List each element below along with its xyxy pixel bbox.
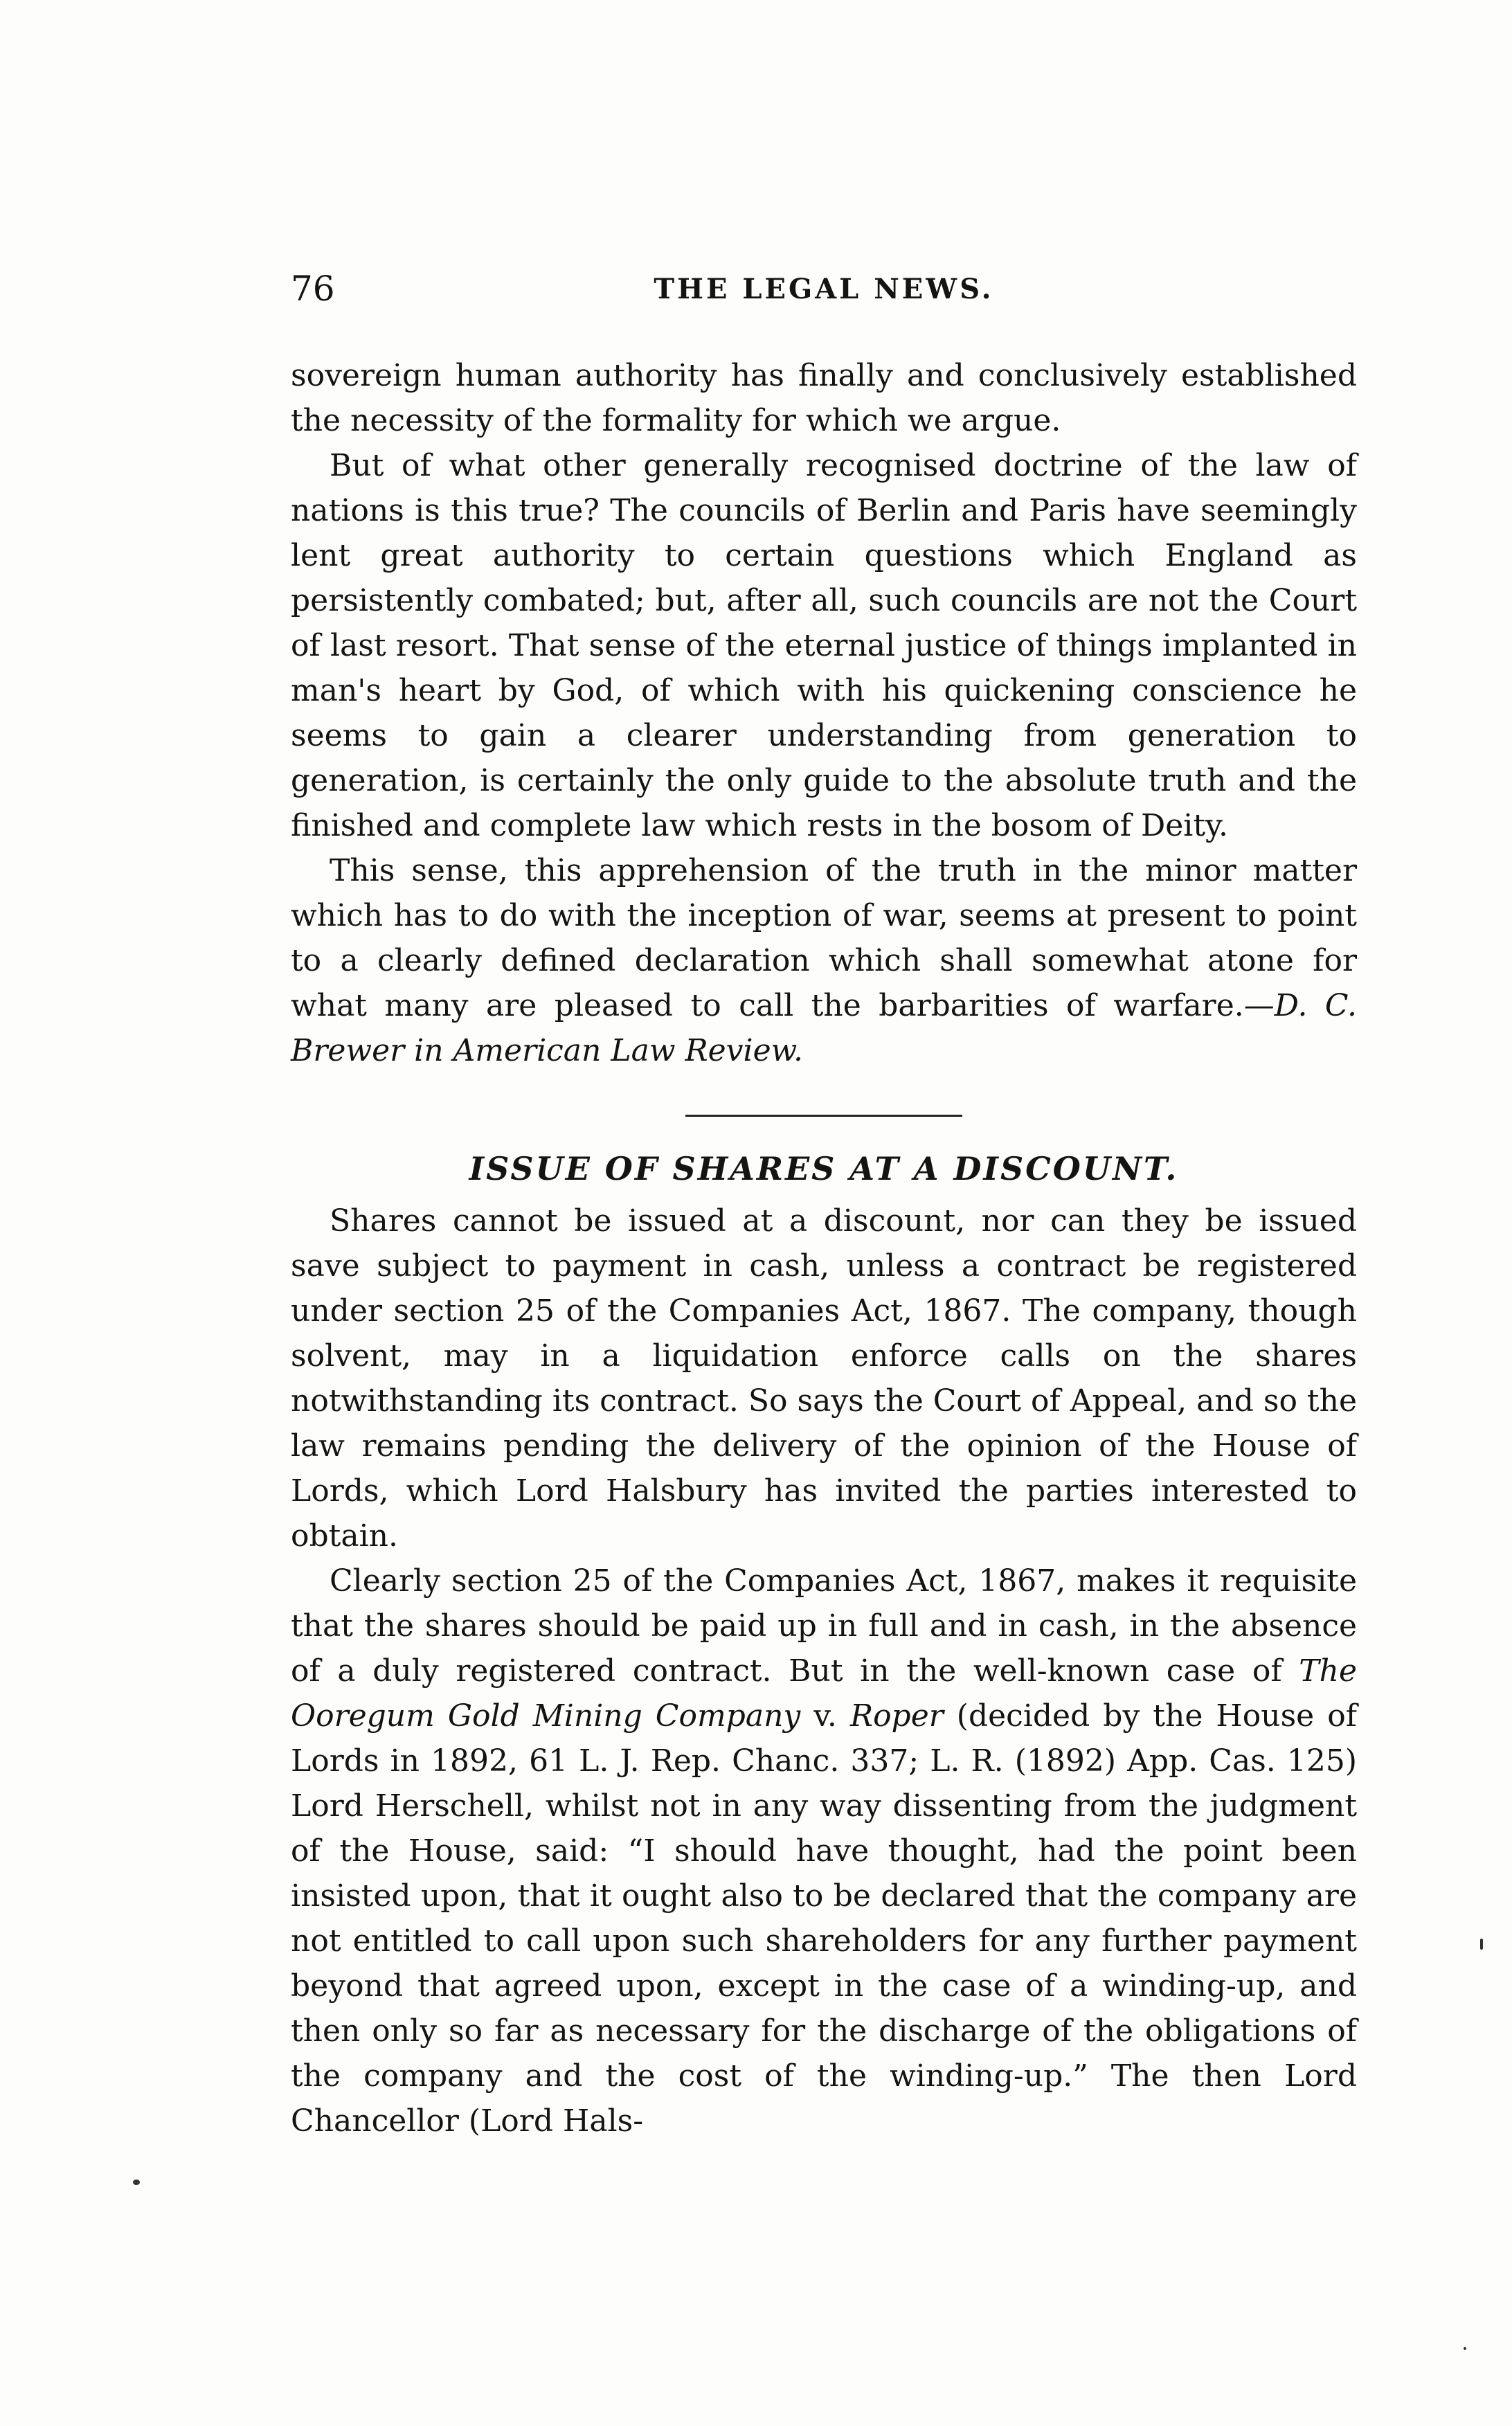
print-speck [1464, 2347, 1466, 2350]
article2-paragraph-2-part-a: Clearly section 25 of the Companies Act, 1867, makes it requisite that the shares should be paid up in full and in cash, in the absence of a duly registered contract. But in the well-known case of [291, 1563, 1357, 1689]
page-header [291, 269, 1357, 317]
article2-paragraph-1: Shares cannot be issued at a discount, nor can they be issued save subject to payment in cash, unless a contract be registered under section 25 of the Companies Act, 1867. The company, though solvent, may in a liquidation enforce calls on the shares notwithstanding its contract. So says the Court of Appeal, and so the law remains pending the delivery of the opinion of the House of Lords, which Lord Halsbury has invited the parties interested to obtain. [291, 1203, 1357, 1554]
article2-paragraph-2-part-b: (decided by the House of Lords in 1892, 61 L. J. Rep. Chanc. 337; L. R. (1892) App. Cas. 125) Lord Herschell, whilst not in any way dissenting from the judgment of the House, said: “I should have thought, had the point been insisted upon, that it ought also to be declared that the company are not entitled to call upon such shareholders for any further payment beyond that agreed upon, except in the case of a winding-up, and then only so far as necessary for the discharge of the obligations of the company and the cost of the winding-up.” The then Lord Chancellor (Lord Hals- [291, 1698, 1357, 2139]
section-title: ISSUE OF SHARES AT A DISCOUNT. [469, 1150, 1179, 1187]
print-speck [1480, 1939, 1483, 1950]
case-name: The Ooregum Gold Mining Company [291, 1653, 1357, 1734]
article1-paragraph-3 [291, 848, 1357, 1073]
text-column [291, 353, 1357, 2144]
article1-paragraph-3-text: This sense, this apprehension of the truth in the minor matter which has to do with the inception of war, seems at present to point to a clearly defined declaration which shall somewhat atone for what many are pleased to call the barbarities of warfare. [291, 853, 1357, 1023]
page-number: 76 [291, 269, 335, 309]
section-divider [685, 1115, 962, 1117]
versus: v. [800, 1698, 850, 1734]
article1-paragraph-2: But of what other generally recognised doctrine of the law of nations is this true? The councils of Berlin and Paris have seemingly lent great authority to certain questions which England as persistently combated; but, after all, such councils are not the Court of last resort. That sense of the eternal justice of things implanted in man's heart by God, of which with his quickening conscience he seems to gain a clearer understanding from generation to generation, is certainly the only guide to the absolute truth and the finished and complete law which rests in the bosom of Deity. [291, 448, 1357, 843]
article2-paragraph-2 [291, 1558, 1357, 2144]
print-speck [133, 2180, 140, 2185]
article1-citation: —D. C. Brewer in American Law Review. [291, 988, 1357, 1068]
case-party: Roper [849, 1698, 944, 1734]
article1-paragraph-1: sovereign human authority has finally and conclusively established the necessity of the formality for which we argue. [291, 358, 1357, 438]
running-head: THE LEGAL NEWS. [654, 273, 994, 305]
